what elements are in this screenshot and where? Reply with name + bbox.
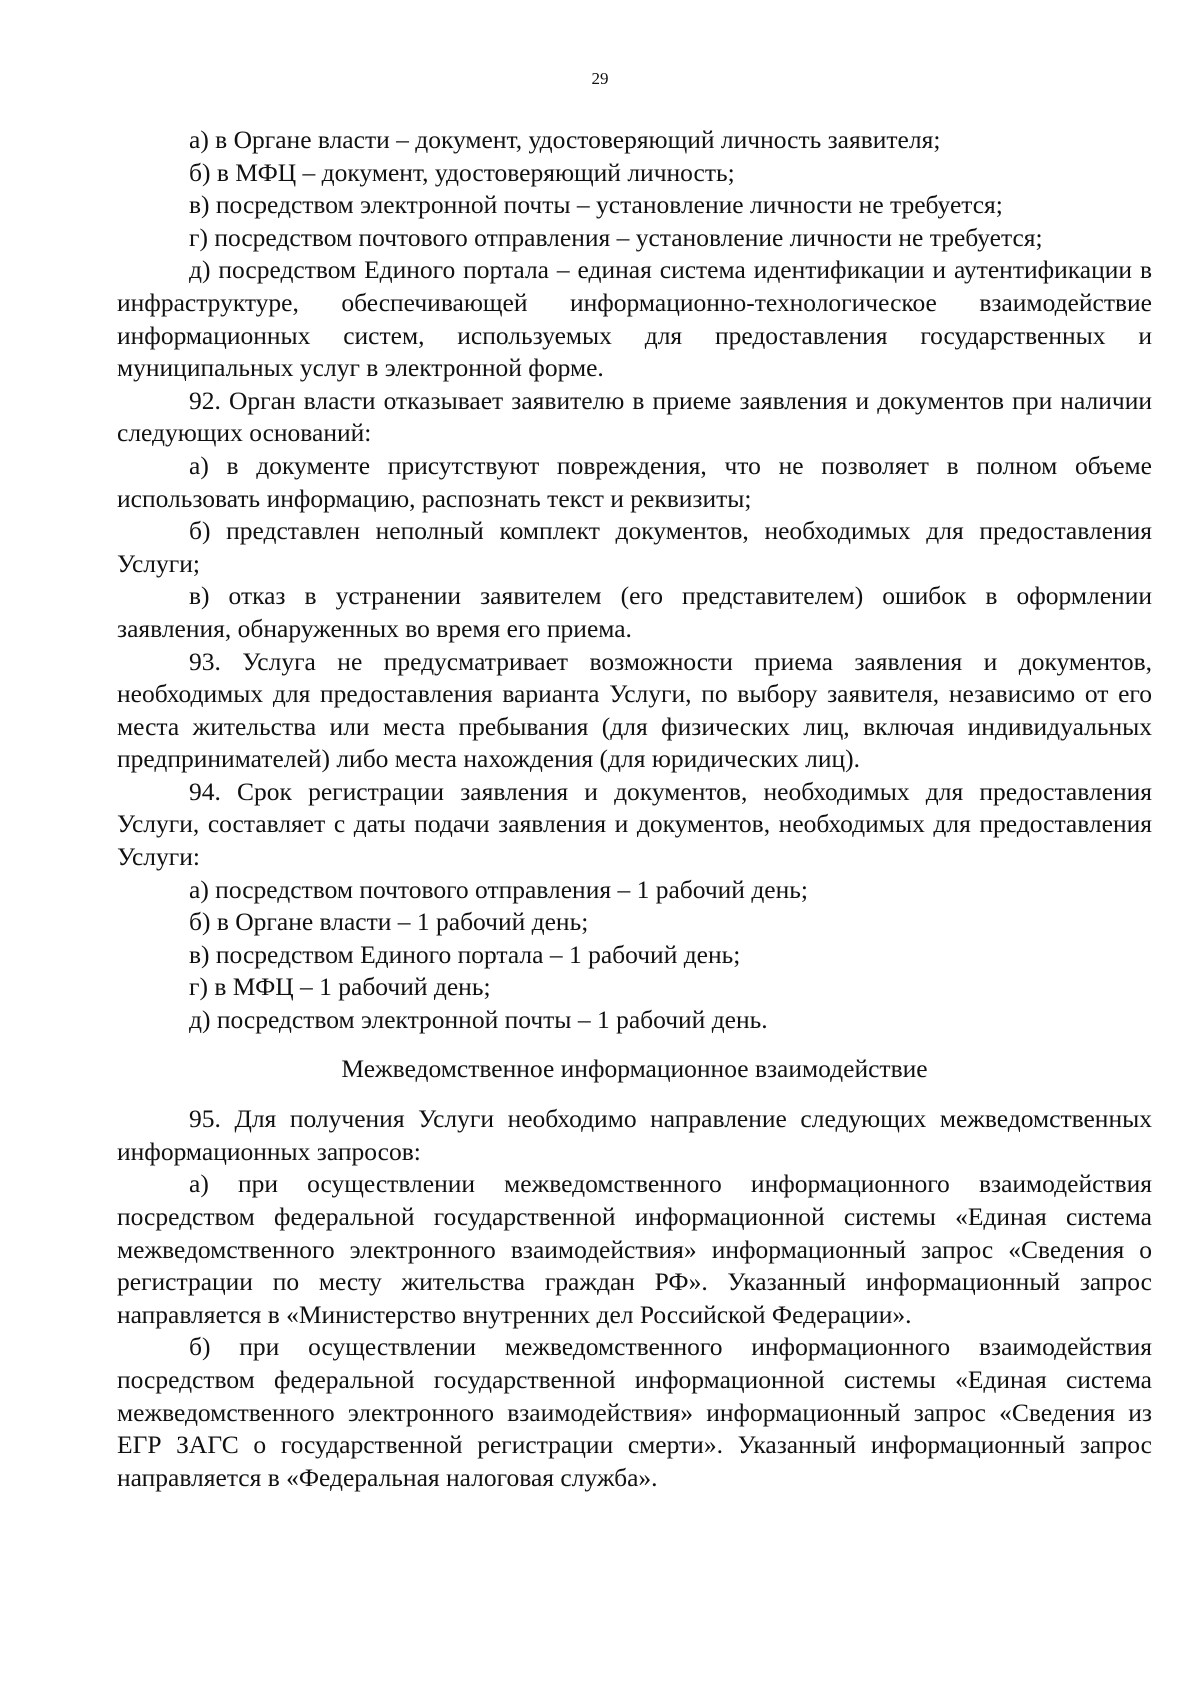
paragraph: д) посредством Единого портала – единая система идентификации и аутентификации в инфраструктуре, обеспечивающей информационно-технологическое взаимодействие информационных систем, используемых для предоставления государственных и муниципальных услуг в электронной форме. — [117, 255, 1152, 383]
paragraph: а) при осуществлении межведомственного информационного взаимодействия посредством федеральной государственной информационной системы «Единая система межведомственного электронного взаимодействия» информационный запрос «Сведения о регистрации по месту жительства граждан РФ». Указанный информационный запрос направляется в «Министерство внутренних дел Российской Федерации». — [117, 1169, 1152, 1329]
paragraph: а) посредством почтового отправления – 1 рабочий день; — [189, 874, 808, 904]
document-body — [117, 124, 1152, 1494]
paragraph: б) представлен неполный комплект документов, необходимых для предоставления Услуги; — [117, 516, 1152, 578]
paragraph: в) посредством электронной почты – установление личности не требуется; — [189, 190, 1003, 220]
paragraph: 93. Услуга не предусматривает возможности приема заявления и документов, необходимых для предоставления варианта Услуги, по выбору заявителя, независимо от его места жительства или места пребывания (для физических лиц, включая индивидуальных предпринимателей) либо места нахождения (для юридических лиц). — [117, 646, 1152, 774]
paragraph: а) в Органе власти – документ, удостоверяющий личность заявителя; — [189, 125, 941, 154]
paragraph: б) при осуществлении межведомственного информационного взаимодействия посредством федеральной государственной информационной системы «Единая система межведомственного электронного взаимодействия» информационный запрос «Сведения из ЕГР ЗАГС о государственной регистрации смерти». Указанный информационный запрос направляется в «Федеральная налоговая служба». — [117, 1332, 1152, 1492]
paragraph: а) в документе присутствуют повреждения, что не позволяет в полном объеме использовать информацию, распознать текст и реквизиты; — [117, 450, 1152, 513]
paragraph: 94. Срок регистрации заявления и документов, необходимых для предоставления Услуги, составляет с даты подачи заявления и документов, необходимых для предоставления Услуги: — [117, 776, 1152, 872]
paragraph: в) посредством Единого портала – 1 рабочий день; — [189, 939, 741, 969]
page-number: 29 — [591, 69, 609, 88]
paragraph: в) отказ в устранении заявителем (его представителем) ошибок в оформлении заявления, обнаруженных во время его приема. — [117, 581, 1152, 643]
paragraph: г) в МФЦ – 1 рабочий день; — [189, 972, 491, 1002]
paragraph: д) посредством электронной почты – 1 рабочий день. — [189, 1005, 768, 1035]
paragraph: б) в МФЦ – документ, удостоверяющий личность; — [189, 157, 735, 187]
paragraph: 95. Для получения Услуги необходимо направление следующих межведомственных информационных запросов: — [117, 1104, 1152, 1166]
section-heading: Межведомственное информационное взаимодействие — [341, 1053, 928, 1083]
paragraph: б) в Органе власти – 1 рабочий день; — [189, 907, 589, 937]
paragraph: г) посредством почтового отправления – установление личности не требуется; — [189, 222, 1043, 252]
paragraph: 92. Орган власти отказывает заявителю в приеме заявления и документов при наличии следующих оснований: — [117, 385, 1152, 448]
